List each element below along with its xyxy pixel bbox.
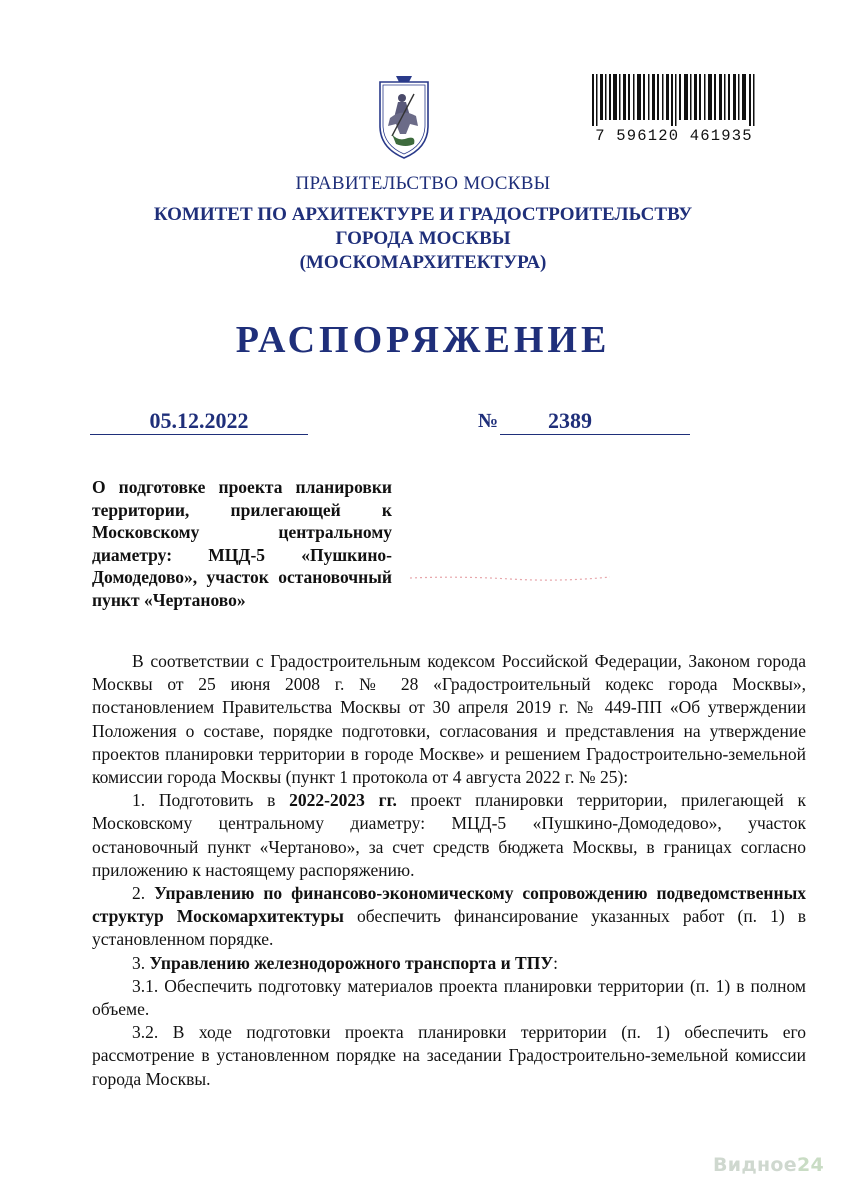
document-number: 2389: [500, 408, 690, 435]
item-3-2-paragraph: 3.2. В ходе подготовки проекта планировки территории (п. 1) обеспечить его рассмотрение в установленном порядке на заседании Градостроительно-земельной комиссии города Москвы.: [92, 1022, 806, 1089]
document-date: 05.12.2022: [90, 408, 308, 435]
preamble-paragraph: В соответствии с Градостроительным кодексом Российской Федерации, Законом города Москвы от 25 июня 2008 г. № 28 «Градостроительный кодекс города Москвы», постановлением Правительства Москвы от 30 апреля 2019 г. № 449-ПП «Об утверждении Положения о составе, порядке подготовки, согласования и представления на утверждение проектов планировки территории в городе Москве» и решением Градостроительно-земельной комиссии города Москвы (пункт 1 протокола от 4 августа 2022 г. № 25):: [92, 651, 806, 788]
item-2-paragraph: [92, 882, 806, 952]
item-3-paragraph: [92, 952, 806, 975]
item-3-1-paragraph: 3.1. Обеспечить подготовку материалов проекта планировки территории (п. 1) в полном объеме.: [92, 975, 806, 1020]
watermark: [713, 1154, 824, 1176]
red-stamp-trace-icon: [410, 574, 610, 582]
item-2-number: 2.: [132, 883, 155, 904]
government-name: ПРАВИТЕЛЬСТВО МОСКВЫ: [295, 173, 551, 194]
document-title: РАСПОРЯЖЕНИЕ: [235, 319, 611, 361]
item-3-colon: :: [553, 952, 559, 973]
barcode: [588, 74, 760, 145]
document-body: [92, 650, 806, 1091]
document-subject: О подготовке проекта планировки территории, прилегающей к Московскому центральному диаметру: МЦД-5 «Пушкино-Домодедово», участок остановочный пункт «Чертаново»: [92, 477, 392, 610]
committee-line-1: КОМИТЕТ ПО АРХИТЕКТУРЕ И ГРАДОСТРОИТЕЛЬСТВУ: [153, 204, 693, 225]
item-2-department: Управлению по финансово-экономическому сопровождению подведомственных структур Москомархитектуры: [92, 883, 806, 927]
barcode-number: 7 596120 461935: [595, 127, 753, 145]
committee-line-2: ГОРОДА МОСКВЫ: [335, 228, 511, 249]
item-3-number: 3.: [132, 952, 150, 973]
item-1-text-b: проект планировки территории, прилегающей к Московскому центральному диаметру: МЦД-5 «Пушкино-Домодедово», участок остановочный пункт «Чертаново», за счет средств бюджета Москвы, в границах согласно приложению к настоящему распоряжению.: [92, 790, 806, 880]
item-1-text-a: 1. Подготовить в: [132, 790, 290, 811]
item-1-paragraph: [92, 789, 806, 882]
watermark-number: 24: [796, 1154, 824, 1176]
watermark-text: Видное: [712, 1154, 797, 1176]
committee-name: [0, 203, 846, 275]
item-3-department: Управлению железнодорожного транспорта и ТПУ: [149, 952, 554, 973]
committee-line-3: (МОСКОМАРХИТЕКТУРА): [299, 252, 547, 273]
number-sign: №: [478, 410, 499, 432]
item-2-text: обеспечить финансирование указанных работ (п. 1) в установленном порядке.: [92, 906, 806, 950]
barcode-bars-icon: [588, 74, 760, 126]
item-1-period: 2022-2023 гг.: [289, 790, 397, 811]
moscow-coat-of-arms-icon: [376, 74, 432, 160]
